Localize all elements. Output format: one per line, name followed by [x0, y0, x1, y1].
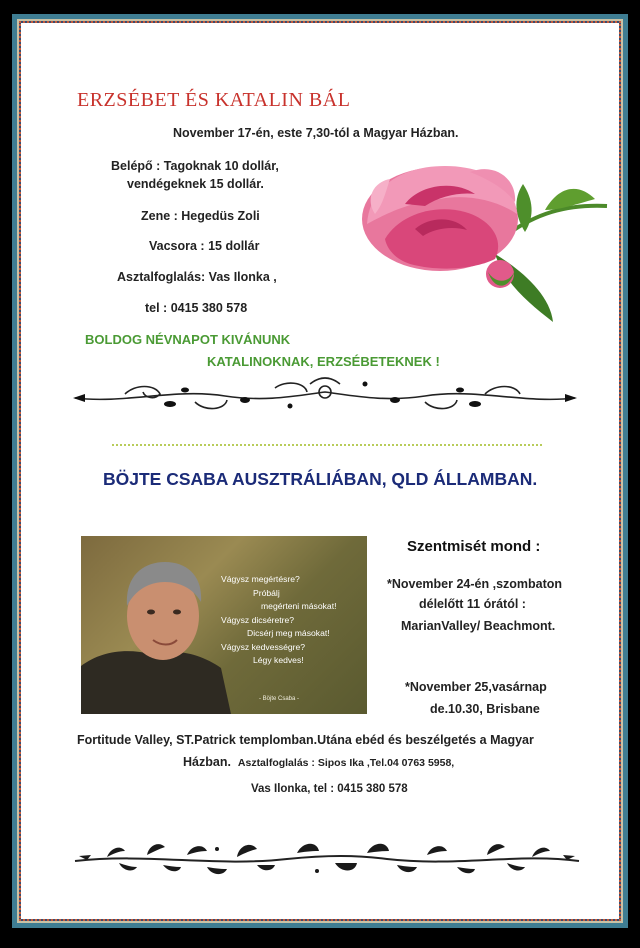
quote-line: megérteni másokat! [261, 601, 337, 611]
poster-frame [12, 14, 628, 928]
music-line: Zene : Hegedüs Zoli [141, 209, 260, 223]
phone-line: tel : 0415 380 578 [145, 301, 248, 315]
floral-divider-ornament [65, 374, 585, 420]
quote-line: Vágysz kedvességre? [221, 641, 306, 652]
quote-line: Dicsérj meg másokat! [247, 628, 330, 638]
footer-line-2 [183, 755, 454, 769]
quote-line: Vágysz megértésre? [221, 574, 300, 584]
event-date-line: November 17-én, este 7,30-tól a Magyar Házban. [173, 126, 459, 140]
mass-2-date: *November 25,vasárnap [405, 680, 547, 694]
mass-1-date: *November 24-én ,szombaton [387, 577, 563, 591]
rose-image [345, 144, 615, 324]
event-title: ERZSÉBET ÉS KATALIN BÁL [77, 89, 351, 111]
bojte-csaba-photo [81, 536, 367, 714]
entry-fee-members: Belépő : Tagoknak 10 dollár, [111, 159, 279, 173]
dinner-line: Vacsora : 15 dollár [149, 239, 260, 253]
visit-headline: BÖJTE CSABA AUSZTRÁLIÁBAN, QLD ÁLLAMBAN. [103, 469, 538, 489]
quote-line: Próbálj [253, 587, 280, 598]
footer-line-3: Vas Ilonka, tel : 0415 380 578 [251, 783, 408, 795]
leaf-garland-ornament [67, 827, 587, 887]
dotted-divider [112, 444, 542, 446]
quote-line: Légy kedves! [253, 655, 304, 665]
booking-line: Asztalfoglalás: Vas Ilonka , [117, 270, 277, 284]
footer-booking: Asztalfoglalás : Sipos Ika ,Tel.04 0763 5958, [237, 757, 455, 769]
mass-1-time: délelőtt 11 órától : [419, 597, 526, 611]
mass-2-time-place: de.10.30, Brisbane [430, 702, 540, 716]
photo-signature: - Böjte Csaba - [259, 696, 300, 702]
quote-line: Vágysz dicséretre? [221, 614, 295, 625]
greeting-line-1: BOLDOG NÉVNAPOT KIVÁNUNK [85, 332, 291, 347]
mass-1-place: MarianValley/ Beachmont. [401, 619, 556, 633]
greeting-line-2: KATALINOKNAK, ERZSÉBETEKNEK ! [207, 354, 440, 369]
mass-heading: Szentmisét mond : [407, 538, 541, 555]
footer-line-1: Fortitude Valley, ST.Patrick templomban.Utána ebéd és beszélgetés a Magyar [77, 733, 534, 747]
footer-line-2a: Házban. [183, 755, 231, 769]
entry-fee-guests: vendégeknek 15 dollár. [127, 177, 264, 191]
photo-quote [221, 573, 336, 668]
